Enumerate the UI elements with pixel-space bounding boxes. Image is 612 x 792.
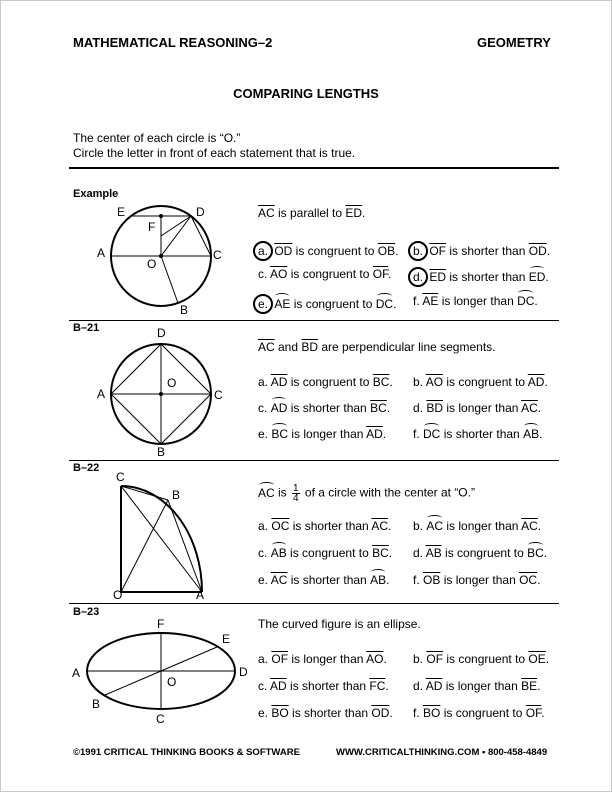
b22-label: B–22 — [73, 462, 100, 474]
b23-statement-e[interactable]: e. $\overline{BO}$ is shorter than $\overline{OD}$. — [258, 706, 393, 720]
term-2: $\overline{OD}$ — [371, 706, 390, 720]
term-2: $\overline{BC}$ — [372, 546, 389, 560]
b23-statement-b[interactable]: b. $\overline{OF}$ is congruent to $\overline{OE}$. — [413, 652, 550, 666]
term-2: $\overline{BE}$ — [521, 679, 538, 693]
term-1: $\overline{AC}$ — [270, 573, 288, 587]
b22-quarter-circle-figure — [105, 466, 220, 602]
b21-point-label-c: C — [214, 388, 223, 402]
term-2: $\overline{OE}$ — [528, 652, 546, 666]
segment-dc — [191, 216, 211, 256]
term-2: $\overline{OF}$ — [525, 706, 542, 720]
term-1: $\overline{BO}$ — [271, 706, 289, 720]
term-1: $\overline{OB}$ — [423, 573, 441, 587]
relation-text: is shorter than — [288, 706, 372, 720]
instruction-line-2: Circle the letter in front of each statement that is true. — [73, 146, 356, 160]
relation-text: is congruent to — [287, 267, 373, 281]
term-1: $\overline{AO}$ — [270, 267, 288, 281]
example-statement-c[interactable]: c. $\overline{AO}$ is congruent to $\overline{OF}$. — [258, 267, 392, 281]
segment-fd — [161, 216, 191, 236]
b22-premise: AC is $\frac{1}{4}$ of a circle with the center at “O.” — [258, 483, 475, 504]
relation-text: is congruent to — [287, 375, 373, 389]
answer-letter[interactable]: c. — [258, 679, 268, 693]
answer-letter[interactable]: a. — [258, 519, 269, 533]
b23-ellipse-figure — [70, 614, 255, 728]
divider-1 — [69, 320, 559, 321]
relation-text: is congruent to — [286, 546, 373, 560]
answer-letter[interactable]: c. — [258, 401, 268, 415]
term-2: $\overline{BC}$ — [370, 401, 387, 415]
b23-premise: The curved figure is an ellipse. — [258, 617, 421, 631]
b21-point-label-d: D — [157, 326, 166, 340]
point-label-e: E — [117, 205, 126, 219]
divider-3 — [69, 603, 559, 604]
term-2: $\overline{AC}$ — [521, 519, 538, 533]
term-1: $\overline{BD}$ — [426, 401, 444, 415]
answer-circle[interactable]: d. — [408, 267, 428, 287]
term-1: $\overline{ED}$ — [429, 270, 447, 284]
term-1: $\overline{OF}$ — [429, 244, 447, 258]
b22-point-label-c: C — [116, 470, 125, 484]
b23-statement-a[interactable]: a. $\overline{OF}$ is longer than $\overline{AO}$. — [258, 652, 387, 666]
relation-text: is longer than — [443, 401, 522, 415]
answer-circle[interactable]: e. — [253, 294, 273, 314]
answer-letter[interactable]: d. — [413, 546, 424, 560]
example-statement-d[interactable]: d. $\overline{ED}$ is shorter than ED. — [413, 267, 549, 287]
b22-point-label-b: B — [172, 488, 181, 502]
premise-term-2: $\overline{ED}$ — [345, 206, 363, 220]
b23-point-label-e: E — [222, 632, 231, 646]
term-2: AB — [523, 427, 540, 441]
b21-statement-a[interactable]: a. $\overline{AD}$ is congruent to $\overline{BC}$. — [258, 375, 393, 389]
b23-statement-f[interactable]: f. $\overline{BO}$ is congruent to $\overline{OF}$. — [413, 706, 545, 720]
header-series-title: MATHEMATICAL REASONING–2 — [73, 35, 273, 50]
b23-point-label-a: A — [72, 666, 81, 680]
b22-statement-a[interactable]: a. $\overline{OC}$ is shorter than $\overline{AC}$. — [258, 519, 392, 533]
page-title: COMPARING LENGTHS — [233, 86, 379, 101]
term-2: $\overline{BC}$ — [372, 375, 390, 389]
b22-statement-d[interactable]: d. $\overline{AB}$ is congruent to BC. — [413, 546, 548, 560]
term-2: $\overline{AO}$ — [366, 652, 384, 666]
point-label-d: D — [196, 205, 205, 219]
answer-circle[interactable]: a. — [253, 241, 273, 261]
b21-statement-b[interactable]: b. $\overline{AO}$ is congruent to $\overline{AD}$. — [413, 375, 548, 389]
term-1: $\overline{AE}$ — [422, 294, 439, 308]
answer-letter[interactable]: b. — [413, 652, 424, 666]
b23-point-label-b: B — [92, 697, 101, 711]
b23-label: B–23 — [73, 606, 100, 618]
answer-letter[interactable]: a. — [258, 652, 269, 666]
answer-letter[interactable]: d. — [413, 679, 424, 693]
term-1: $\overline{OD}$ — [274, 244, 293, 258]
b21-point-label-o: O — [167, 376, 177, 390]
term-1: $\overline{AB}$ — [425, 546, 442, 560]
example-circle-figure — [90, 200, 230, 322]
b23-statement-d[interactable]: d. $\overline{AD}$ is longer than $\overline{BE}$. — [413, 679, 541, 693]
point-label-b: B — [180, 303, 189, 317]
answer-letter[interactable]: e. — [258, 706, 269, 720]
term-2: $\overline{AC}$ — [521, 401, 538, 415]
term-2: $\overline{OC}$ — [519, 573, 538, 587]
relation-text: is shorter than — [446, 244, 529, 258]
b22-statement-c[interactable]: c. AB is congruent to $\overline{BC}$. — [258, 546, 393, 560]
b22-segment-ob — [121, 500, 168, 592]
answer-letter[interactable]: e. — [258, 427, 269, 441]
term-1: AE — [274, 297, 291, 311]
b21-statement-f[interactable]: f. DC is shorter than AB. — [413, 427, 543, 441]
example-label: Example — [73, 188, 119, 200]
b23-point-label-o: O — [167, 675, 177, 689]
relation-text: is shorter than — [287, 573, 371, 587]
segment-od — [161, 216, 191, 256]
relation-text: is shorter than — [446, 270, 529, 284]
fraction-one-quarter: $\frac{1}{4}$ — [293, 483, 299, 504]
premise-term-1: $\overline{AC}$ — [258, 206, 275, 220]
relation-text: is shorter than — [287, 401, 371, 415]
b23-point-label-f: F — [157, 617, 165, 631]
answer-letter[interactable]: e. — [258, 573, 269, 587]
footer-contact: WWW.CRITICALTHINKING.COM • 800-458-4849 — [336, 747, 548, 758]
divider-top — [69, 167, 559, 169]
term-2: AB — [370, 573, 387, 587]
answer-letter[interactable]: f. — [413, 427, 420, 441]
term-2: $\overline{AC}$ — [371, 519, 389, 533]
b22-chord-ac — [121, 486, 202, 592]
b22-chord-bc — [121, 486, 168, 500]
example-premise: $\overline{AC}$ is parallel to $\overline{ED}$. — [258, 206, 366, 220]
b22-point-label-a: A — [196, 588, 205, 602]
term-2: DC — [375, 297, 394, 311]
answer-letter[interactable]: f. — [413, 573, 420, 587]
answer-letter[interactable]: d. — [413, 401, 424, 415]
b23-statement-c[interactable]: c. $\overline{AD}$ is shorter than $\overline{FC}$. — [258, 679, 389, 693]
relation-text: is congruent to — [292, 244, 378, 258]
b21-statement-d[interactable]: d. $\overline{BD}$ is longer than $\overline{AC}$. — [413, 401, 542, 415]
b22-chord-ab — [168, 500, 202, 592]
b22-statement-b[interactable]: b. AC is longer than $\overline{AC}$. — [413, 519, 542, 533]
answer-letter[interactable]: f. — [413, 706, 420, 720]
point-label-f: F — [148, 220, 156, 234]
term-1: BC — [271, 427, 289, 441]
b22-statement-f[interactable]: f. $\overline{OB}$ is longer than $\overline{OC}$. — [413, 573, 541, 587]
term-1: $\overline{OF}$ — [426, 652, 444, 666]
term-1: $\overline{OC}$ — [271, 519, 290, 533]
relation-text: is longer than — [440, 573, 520, 587]
term-1: $\overline{AD}$ — [270, 375, 288, 389]
b21-label: B–21 — [73, 322, 100, 334]
b21-premise: $\overline{AC}$ and $\overline{BD}$ are perpendicular line segments. — [258, 340, 496, 354]
b21-circle-figure — [92, 322, 232, 460]
term-1: AB — [270, 546, 287, 560]
b21-statement-c[interactable]: c. AD is shorter than $\overline{BC}$. — [258, 401, 391, 415]
b21-point-label-a: A — [97, 387, 106, 401]
b23-point-label-c: C — [156, 712, 165, 726]
relation-text: is congruent to — [290, 297, 376, 311]
relation-text: is congruent to — [443, 375, 528, 389]
footer-copyright: ©1991 CRITICAL THINKING BOOKS & SOFTWARE — [73, 747, 300, 758]
relation-text: is longer than — [288, 652, 367, 666]
term-1: $\overline{AO}$ — [425, 375, 444, 389]
divider-2 — [69, 460, 559, 461]
example-statement-a[interactable]: a. $\overline{OD}$ is congruent to $\overline{OB}$. — [258, 241, 398, 261]
b22-point-label-o: O — [113, 588, 123, 602]
example-statement-e[interactable]: e. AE is congruent to DC. — [258, 294, 396, 314]
b21-statement-e[interactable]: e. BC is longer than $\overline{AD}$. — [258, 427, 387, 441]
answer-letter[interactable]: a. — [258, 375, 269, 389]
premise-text: is parallel to — [274, 206, 346, 220]
example-statement-f[interactable]: f. $\overline{AE}$ is longer than DC. — [413, 294, 538, 308]
instruction-line-1: The center of each circle is “O.” — [73, 131, 241, 145]
b22-statement-e[interactable]: e. $\overline{AC}$ is shorter than AB. — [258, 573, 390, 587]
b23-point-label-d: D — [239, 665, 248, 679]
answer-letter[interactable]: c. — [258, 267, 268, 281]
term-2: $\overline{FC}$ — [369, 679, 386, 693]
term-2: $\overline{AD}$ — [366, 427, 383, 441]
answer-letter[interactable]: c. — [258, 546, 268, 560]
term-1: AC — [426, 519, 444, 533]
term-2: BC — [527, 546, 544, 560]
example-statement-b[interactable]: b. $\overline{OF}$ is shorter than $\overline{OD}$. — [413, 241, 550, 261]
term-2: $\overline{OD}$ — [528, 244, 547, 258]
relation-text: is longer than — [442, 679, 522, 693]
relation-text: is longer than — [443, 519, 522, 533]
relation-text: is congruent to — [443, 652, 529, 666]
term-2: $\overline{OB}$ — [377, 244, 396, 258]
relation-text: is shorter than — [289, 519, 372, 533]
term-2: DC — [517, 294, 535, 308]
header-subject: GEOMETRY — [477, 35, 551, 50]
relation-text: is shorter than — [286, 679, 370, 693]
relation-text: is longer than — [438, 294, 518, 308]
answer-circle[interactable]: b. — [408, 241, 428, 261]
point-label-c: C — [213, 248, 222, 262]
b21-point-label-b: B — [157, 445, 166, 459]
answer-letter[interactable]: f. — [413, 294, 420, 308]
term-2: $\overline{OF}$ — [372, 267, 389, 281]
term-2: ED — [528, 270, 546, 284]
term-1: $\overline{AD}$ — [270, 679, 287, 693]
relation-text: is longer than — [288, 427, 367, 441]
relation-text: is shorter than — [440, 427, 524, 441]
point-label-a: A — [97, 246, 106, 260]
term-1: DC — [423, 427, 441, 441]
point-label-o: O — [147, 257, 157, 271]
term-1: $\overline{BO}$ — [423, 706, 441, 720]
term-1: $\overline{AD}$ — [425, 679, 443, 693]
segment-ob — [161, 256, 178, 303]
answer-letter[interactable]: b. — [413, 519, 424, 533]
term-2: $\overline{AD}$ — [527, 375, 545, 389]
term-1: AD — [270, 401, 288, 415]
term-1: $\overline{OF}$ — [271, 652, 289, 666]
relation-text: is congruent to — [440, 706, 526, 720]
relation-text: is congruent to — [441, 546, 528, 560]
answer-letter[interactable]: b. — [413, 375, 424, 389]
